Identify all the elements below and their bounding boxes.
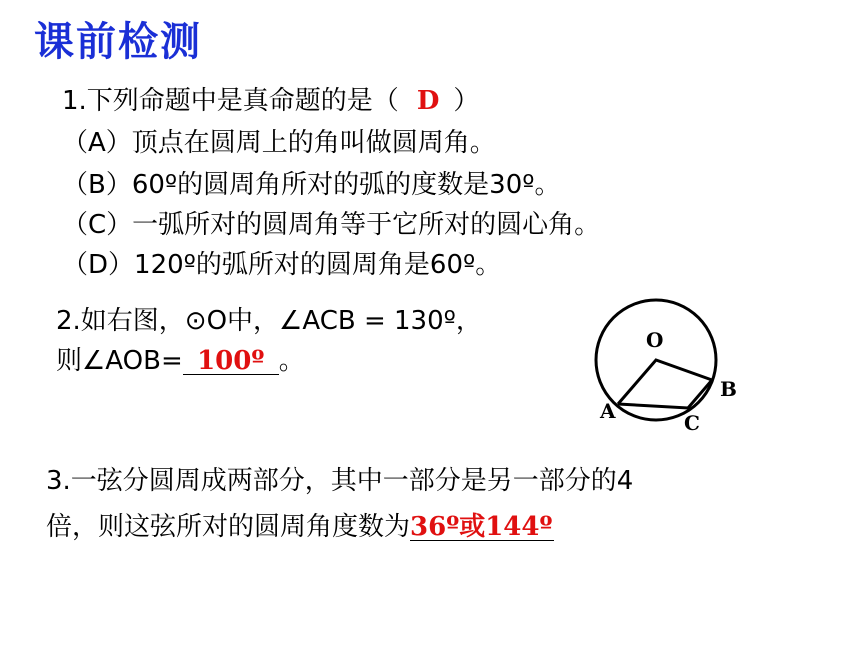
option-d: （D）120º的弧所对的圆周角是60º。 xyxy=(62,250,502,280)
question-2-line2 xyxy=(56,346,305,376)
question-3-prefix: 倍，则这弦所对的圆周角度数为 xyxy=(46,512,411,542)
question-1-text: 1.下列命题中是真命题的是（ xyxy=(62,86,399,116)
option-c: （C）一弧所对的圆周角等于它所对的圆心角。 xyxy=(62,210,601,240)
question-2-line1: 2.如右图，⊙O中，∠ACB = 130º， xyxy=(56,306,482,336)
page-title: 课前检测 xyxy=(34,19,202,65)
answer-blank xyxy=(183,348,279,375)
label-a: A xyxy=(600,399,616,423)
question-1-stem xyxy=(62,86,479,116)
question-2-suffix: 。 xyxy=(278,346,305,376)
question-2-answer: 100º xyxy=(197,346,265,376)
label-o: O xyxy=(646,328,664,352)
question-2-prefix: 则∠AOB= xyxy=(56,346,183,376)
label-b: B xyxy=(720,377,737,401)
option-b: （B）60º的圆周角所对的弧的度数是30º。 xyxy=(62,170,561,200)
question-1-answer: D xyxy=(416,86,440,116)
question-1-close: ） xyxy=(453,86,480,116)
option-a: （A）顶点在圆周上的角叫做圆周角。 xyxy=(62,128,496,158)
circle-diagram xyxy=(588,296,748,441)
answer-blank xyxy=(410,514,554,541)
question-3-line2 xyxy=(46,512,554,542)
question-3-line1: 3.一弦分圆周成两部分，其中一部分是另一部分的4 xyxy=(46,466,634,496)
label-c: C xyxy=(684,411,700,435)
question-3-answer: 36º或144º xyxy=(410,512,553,542)
